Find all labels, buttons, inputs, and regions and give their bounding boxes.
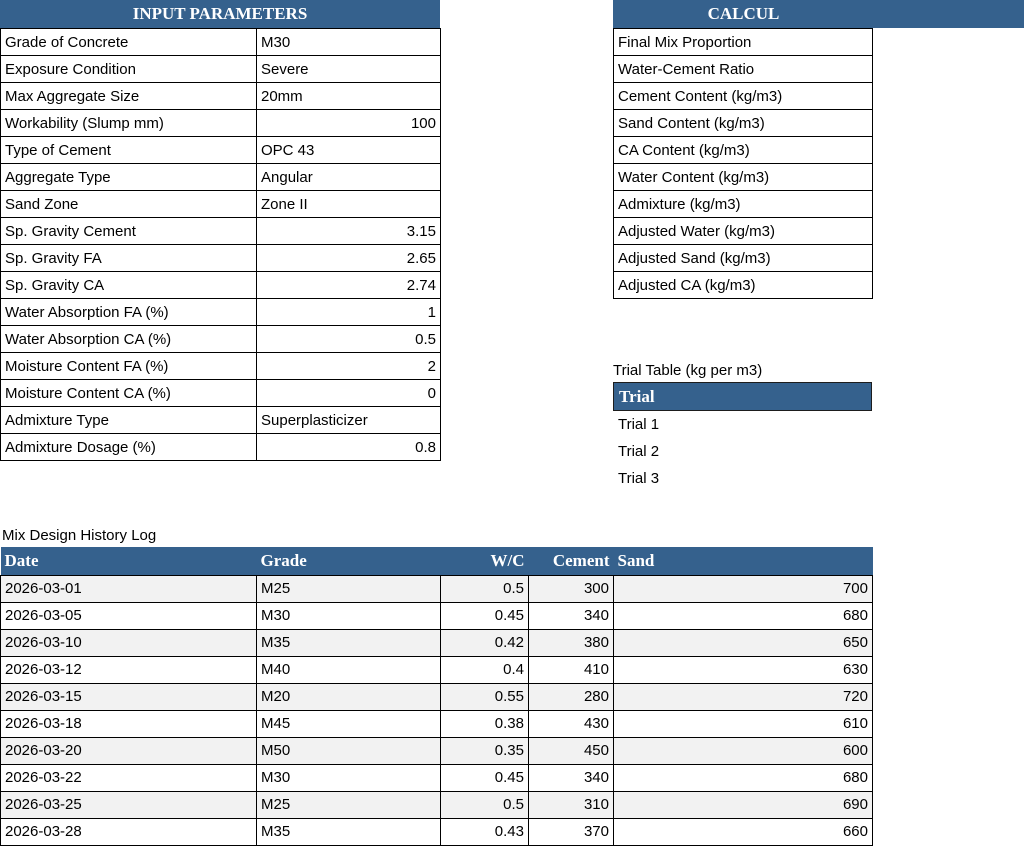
history-column-header[interactable]: Grade (257, 547, 441, 575)
table-row (1, 683, 873, 710)
calculated-result-label: Admixture (kg/m3) (614, 191, 873, 218)
input-parameter-row (1, 191, 441, 218)
trial-table-panel (613, 360, 873, 492)
history-cell-sand: 700 (614, 575, 873, 602)
input-parameter-row (1, 29, 441, 56)
table-row (1, 575, 873, 602)
history-cell-wc: 0.35 (441, 737, 529, 764)
calculated-result-row (614, 110, 873, 137)
history-cell-cement: 340 (529, 764, 614, 791)
history-cell-wc: 0.43 (441, 818, 529, 845)
trial-table-header: Trial (613, 382, 872, 411)
history-cell-grade: M35 (257, 629, 441, 656)
input-parameters-body (1, 29, 441, 461)
input-parameter-value[interactable]: 0.5 (257, 326, 441, 353)
calculated-result-row (614, 29, 873, 56)
input-parameter-label: Aggregate Type (1, 164, 257, 191)
trial-row[interactable]: Trial 3 (618, 470, 660, 487)
calculated-results-body (614, 29, 873, 299)
history-cell-wc: 0.5 (441, 791, 529, 818)
input-parameter-value[interactable]: Angular (257, 164, 441, 191)
calculated-result-label: Final Mix Proportion (614, 29, 873, 56)
calculated-result-label: Adjusted Sand (kg/m3) (614, 245, 873, 272)
input-parameter-value[interactable]: 3.15 (257, 218, 441, 245)
history-header-row (1, 547, 873, 575)
calculated-result-row (614, 83, 873, 110)
history-cell-cement: 430 (529, 710, 614, 737)
history-cell-date: 2026-03-10 (1, 629, 257, 656)
calculated-result-row (614, 272, 873, 299)
table-row (1, 656, 873, 683)
calculated-result-label: Water-Cement Ratio (614, 56, 873, 83)
history-cell-sand: 630 (614, 656, 873, 683)
input-parameter-label: Type of Cement (1, 137, 257, 164)
history-cell-grade: M20 (257, 683, 441, 710)
history-cell-sand: 600 (614, 737, 873, 764)
history-cell-cement: 370 (529, 818, 614, 845)
history-log-panel (0, 525, 872, 846)
trial-row[interactable]: Trial 2 (618, 443, 660, 460)
history-cell-wc: 0.42 (441, 629, 529, 656)
history-cell-date: 2026-03-28 (1, 818, 257, 845)
input-parameter-label: Workability (Slump mm) (1, 110, 257, 137)
trial-row[interactable]: Trial 1 (618, 416, 660, 433)
input-parameter-label: Water Absorption FA (%) (1, 299, 257, 326)
input-parameter-row (1, 137, 441, 164)
calculated-result-label: Sand Content (kg/m3) (614, 110, 873, 137)
calculated-result-row (614, 137, 873, 164)
input-parameter-value[interactable]: 2.74 (257, 272, 441, 299)
history-cell-grade: M35 (257, 818, 441, 845)
history-cell-cement: 380 (529, 629, 614, 656)
calculated-result-row (614, 164, 873, 191)
input-parameter-value[interactable]: 2.65 (257, 245, 441, 272)
input-parameter-value[interactable]: 2 (257, 353, 441, 380)
calculated-result-row (614, 191, 873, 218)
input-parameter-row (1, 110, 441, 137)
input-parameter-value[interactable]: 0 (257, 380, 441, 407)
input-parameter-label: Grade of Concrete (1, 29, 257, 56)
calculated-result-label: Adjusted Water (kg/m3) (614, 218, 873, 245)
input-parameter-row (1, 407, 441, 434)
history-cell-grade: M40 (257, 656, 441, 683)
input-parameter-label: Moisture Content FA (%) (1, 353, 257, 380)
input-parameter-row (1, 272, 441, 299)
input-parameter-label: Moisture Content CA (%) (1, 380, 257, 407)
history-cell-sand: 720 (614, 683, 873, 710)
history-column-header[interactable]: W/C (441, 547, 529, 575)
input-parameter-row (1, 326, 441, 353)
input-parameter-row (1, 380, 441, 407)
table-row (1, 602, 873, 629)
calculated-results-header: CALCUL (613, 0, 1024, 28)
calculated-result-label: Cement Content (kg/m3) (614, 83, 873, 110)
calculated-result-row (614, 218, 873, 245)
history-cell-grade: M25 (257, 791, 441, 818)
input-parameter-row (1, 434, 441, 461)
input-parameter-row (1, 83, 441, 110)
history-column-header[interactable]: Sand (614, 547, 873, 575)
history-cell-date: 2026-03-20 (1, 737, 257, 764)
calculated-result-row (614, 56, 873, 83)
input-parameter-value[interactable]: 0.8 (257, 434, 441, 461)
history-column-header[interactable]: Cement (529, 547, 614, 575)
history-cell-sand: 650 (614, 629, 873, 656)
input-parameter-label: Sp. Gravity FA (1, 245, 257, 272)
history-cell-wc: 0.5 (441, 575, 529, 602)
history-cell-sand: 610 (614, 710, 873, 737)
history-cell-date: 2026-03-22 (1, 764, 257, 791)
history-cell-cement: 340 (529, 602, 614, 629)
history-cell-grade: M30 (257, 602, 441, 629)
history-cell-cement: 310 (529, 791, 614, 818)
input-parameter-label: Exposure Condition (1, 56, 257, 83)
history-cell-date: 2026-03-05 (1, 602, 257, 629)
calculated-result-label: Water Content (kg/m3) (614, 164, 873, 191)
input-parameters-panel (0, 0, 440, 461)
history-cell-wc: 0.38 (441, 710, 529, 737)
calculated-result-label: Adjusted CA (kg/m3) (614, 272, 873, 299)
input-parameter-value[interactable]: 1 (257, 299, 441, 326)
input-parameter-label: Sand Zone (1, 191, 257, 218)
input-parameter-label: Water Absorption CA (%) (1, 326, 257, 353)
input-parameter-value[interactable]: Severe (257, 56, 441, 83)
history-log-body (1, 575, 873, 845)
history-cell-wc: 0.45 (441, 602, 529, 629)
calculated-result-label: CA Content (kg/m3) (614, 137, 873, 164)
input-parameters-header: INPUT PARAMETERS (0, 0, 440, 28)
history-cell-grade: M50 (257, 737, 441, 764)
history-cell-wc: 0.4 (441, 656, 529, 683)
history-cell-date: 2026-03-01 (1, 575, 257, 602)
input-parameter-value[interactable]: OPC 43 (257, 137, 441, 164)
history-log-caption: Mix Design History Log (2, 527, 157, 544)
input-parameter-row (1, 353, 441, 380)
table-row (1, 737, 873, 764)
history-cell-wc: 0.55 (441, 683, 529, 710)
input-parameter-label: Admixture Dosage (%) (1, 434, 257, 461)
history-cell-date: 2026-03-18 (1, 710, 257, 737)
history-cell-sand: 690 (614, 791, 873, 818)
input-parameter-value[interactable]: 100 (257, 110, 441, 137)
table-row (1, 791, 873, 818)
history-cell-sand: 680 (614, 764, 873, 791)
history-cell-cement: 410 (529, 656, 614, 683)
input-parameter-label: Admixture Type (1, 407, 257, 434)
calculated-results-panel (613, 0, 1024, 299)
input-parameter-value[interactable]: Superplasticizer (257, 407, 441, 434)
input-parameter-row (1, 299, 441, 326)
history-cell-grade: M30 (257, 764, 441, 791)
trial-table-caption: Trial Table (kg per m3) (613, 362, 763, 379)
input-parameter-value[interactable]: 20mm (257, 83, 441, 110)
history-cell-date: 2026-03-25 (1, 791, 257, 818)
history-column-header[interactable]: Date (1, 547, 257, 575)
history-cell-sand: 660 (614, 818, 873, 845)
calculated-result-row (614, 245, 873, 272)
table-row (1, 818, 873, 845)
input-parameter-label: Sp. Gravity CA (1, 272, 257, 299)
table-row (1, 710, 873, 737)
history-cell-grade: M45 (257, 710, 441, 737)
input-parameter-value[interactable]: Zone II (257, 191, 441, 218)
input-parameter-label: Max Aggregate Size (1, 83, 257, 110)
history-cell-date: 2026-03-15 (1, 683, 257, 710)
input-parameter-label: Sp. Gravity Cement (1, 218, 257, 245)
calculated-results-table (613, 28, 873, 299)
history-cell-cement: 280 (529, 683, 614, 710)
history-cell-cement: 300 (529, 575, 614, 602)
input-parameter-row (1, 164, 441, 191)
input-parameter-value[interactable]: M30 (257, 29, 441, 56)
input-parameters-table (0, 28, 441, 461)
input-parameter-row (1, 245, 441, 272)
table-row (1, 764, 873, 791)
input-parameter-row (1, 218, 441, 245)
input-parameter-row (1, 56, 441, 83)
table-row (1, 629, 873, 656)
history-cell-grade: M25 (257, 575, 441, 602)
history-cell-date: 2026-03-12 (1, 656, 257, 683)
history-log-table (0, 547, 873, 846)
history-cell-wc: 0.45 (441, 764, 529, 791)
trial-row-list (613, 411, 873, 492)
history-cell-cement: 450 (529, 737, 614, 764)
history-cell-sand: 680 (614, 602, 873, 629)
